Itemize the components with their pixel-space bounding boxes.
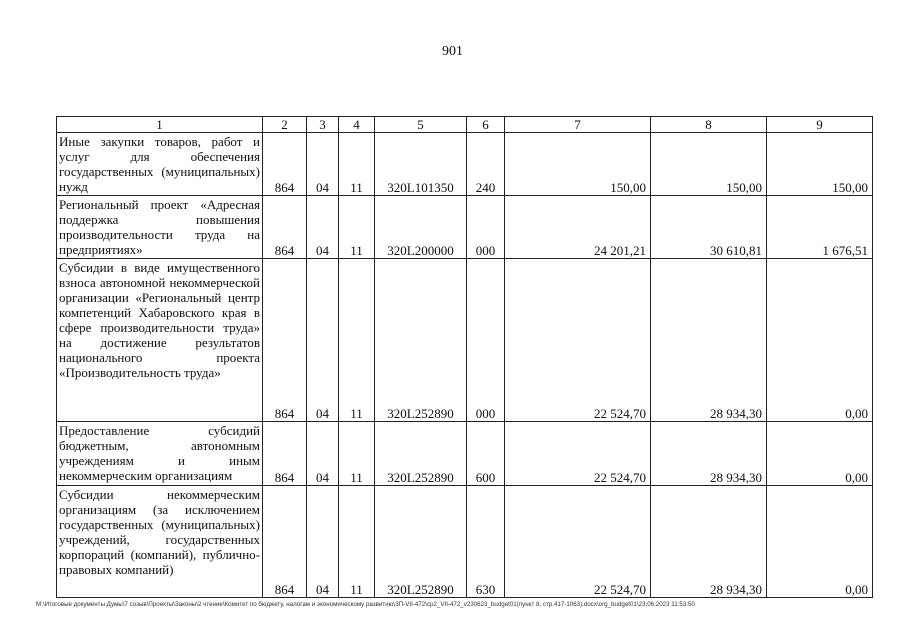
cell-code-5: 320L252890 [375,422,467,486]
page-number: 901 [442,44,463,59]
cell-amount-7: 150,00 [505,133,651,196]
header-cell: 2 [263,117,307,133]
cell-amount-9: 0,00 [767,486,873,598]
cell-code-4: 11 [339,422,375,486]
cell-amount-9: 0,00 [767,422,873,486]
cell-code-5: 320L200000 [375,196,467,259]
table-row [57,422,873,486]
header-cell: 4 [339,117,375,133]
header-cell: 1 [57,117,263,133]
cell-code-3: 04 [307,259,339,422]
table-row [57,259,873,422]
table-row [57,486,873,598]
cell-amount-7: 22 524,70 [505,259,651,422]
document-file-path: M:\Итоговые документы Думы\7 созыв\Проекты\Законы\2 чтение\Комитет по бюджету, налогам и экономическому развитию\ЗП-VII-472\ср2_VII-472_v230623_budget01(пункт 8, стр.417-1063).docx\org_budget01\23.06.2023 11:53:50 [36,601,695,608]
cell-amount-8: 28 934,30 [651,486,767,598]
cell-amount-8: 28 934,30 [651,422,767,486]
cell-code-3: 04 [307,133,339,196]
cell-amount-9: 1 676,51 [767,196,873,259]
cell-code-5: 320L252890 [375,259,467,422]
cell-amount-7: 22 524,70 [505,422,651,486]
cell-code-2: 864 [263,486,307,598]
header-cell: 3 [307,117,339,133]
cell-code-4: 11 [339,133,375,196]
cell-code-2: 864 [263,422,307,486]
table-row [57,196,873,259]
cell-amount-9: 150,00 [767,133,873,196]
cell-amount-9: 0,00 [767,259,873,422]
budget-table [56,116,873,598]
row-name: Региональный проект «Адресная поддержка повышения производительности труда на предприятиях» [57,196,263,259]
row-name: Субсидии в виде имущественного взноса автономной некоммерческой организации «Региональный центр компетенций Хабаровского края в сфере производительности труда» на достижение результатов национального проекта «Производительность труда» [57,259,263,422]
cell-code-4: 11 [339,259,375,422]
header-cell: 5 [375,117,467,133]
row-name: Субсидии некоммерческим организациям (за исключением государственных (муниципальных) учреждений, государственных корпораций (компаний), публично-правовых компаний) [57,486,263,598]
cell-amount-7: 24 201,21 [505,196,651,259]
cell-code-5: 320L252890 [375,486,467,598]
header-cell: 6 [467,117,505,133]
cell-code-3: 04 [307,196,339,259]
row-name: Предоставление субсидий бюджетным, автономным учреждениям и иным некоммерческим организациям [57,422,263,486]
cell-code-4: 11 [339,196,375,259]
cell-amount-7: 22 524,70 [505,486,651,598]
cell-code-6: 630 [467,486,505,598]
cell-code-5: 320L101350 [375,133,467,196]
cell-code-6: 600 [467,422,505,486]
cell-code-3: 04 [307,422,339,486]
cell-amount-8: 150,00 [651,133,767,196]
cell-code-6: 240 [467,133,505,196]
table-row [57,133,873,196]
cell-code-3: 04 [307,486,339,598]
table-header-row [57,117,873,133]
cell-code-2: 864 [263,133,307,196]
cell-code-2: 864 [263,196,307,259]
cell-code-2: 864 [263,259,307,422]
cell-code-6: 000 [467,259,505,422]
header-cell: 7 [505,117,651,133]
cell-code-4: 11 [339,486,375,598]
row-name: Иные закупки товаров, работ и услуг для обеспечения государственных (муниципальных) нужд [57,133,263,196]
cell-amount-8: 30 610,81 [651,196,767,259]
header-cell: 8 [651,117,767,133]
cell-code-6: 000 [467,196,505,259]
cell-amount-8: 28 934,30 [651,259,767,422]
header-cell: 9 [767,117,873,133]
